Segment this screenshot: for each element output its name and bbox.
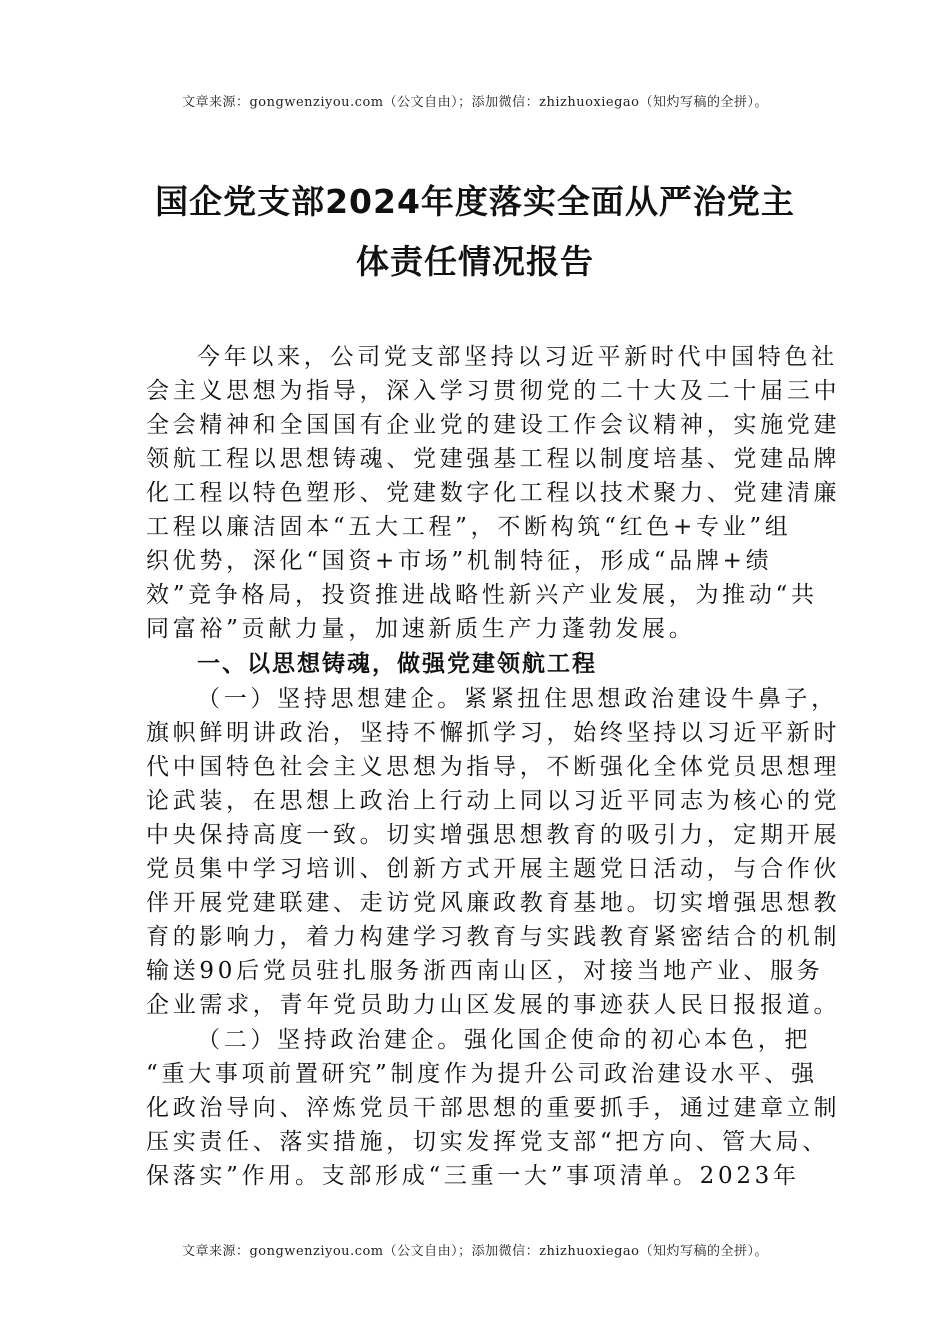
body-line: 育的影响力，着力构建学习教育与实践教育紧密结合的机制 xyxy=(146,924,841,950)
body-line: 化政治导向、淬炼党员干部思想的重要抓手，通过建章立制 xyxy=(146,1095,841,1121)
body-line: 工程以廉洁固本“五大工程”，不断构筑“红色+专业”组 xyxy=(146,514,792,540)
source-note-header: 文章来源：gongwenziyou.com（公文自由）；添加微信：zhizhuoxiegao（知灼写稿的全拼）。 xyxy=(181,95,769,110)
body-line: 压实责任、落实措施，切实发挥党支部“把方向、管大局、 xyxy=(146,1129,829,1155)
document-title-line-1: 国企党支部2024年度落实全面从严治党主 xyxy=(155,182,795,221)
body-line: 织优势，深化“国资+市场”机制特征，形成“品牌+绩 xyxy=(146,548,773,574)
body-line: “重大事项前置研究”制度作为提升公司政治建设水平、强 xyxy=(146,1061,818,1087)
subsection-1-line: （一）坚持思想建企。紧紧扭住思想政治建设牛鼻子， xyxy=(197,686,838,712)
body-line: 输送90后党员驻扎服务浙西南山区，对接当地产业、服务 xyxy=(146,958,824,984)
body-line: 保落实”作用。支部形成“三重一大”事项清单。2023年 xyxy=(146,1163,800,1189)
body-line: 同富裕”贡献力量，加速新质生产力蓬勃发展。 xyxy=(146,616,696,642)
body-line: 企业需求，青年党员助力山区发展的事迹获人民日报报道。 xyxy=(146,992,841,1018)
section-heading-1: 一、以思想铸魂，做强党建领航工程 xyxy=(197,651,597,677)
body-line: 会主义思想为指导，深入学习贯彻党的二十大及二十届三中 xyxy=(146,378,841,404)
document-title-line-2: 体责任情况报告 xyxy=(356,242,594,281)
body-line: 伴开展党建联建、走访党风廉政教育基地。切实增强思想教 xyxy=(146,890,841,916)
body-line: 论武装，在思想上政治上行动上同以习近平同志为核心的党 xyxy=(146,788,841,814)
body-line: 化工程以特色塑形、党建数字化工程以技术聚力、党建清廉 xyxy=(146,480,841,506)
body-line: 党员集中学习培训、创新方式开展主题党日活动，与合作伙 xyxy=(146,856,841,882)
source-note-footer: 文章来源：gongwenziyou.com（公文自由）；添加微信：zhizhuoxiegao（知灼写稿的全拼）。 xyxy=(181,1244,769,1259)
body-line: 领航工程以思想铸魂、党建强基工程以制度培基、党建品牌 xyxy=(146,446,841,472)
body-line: 全会精神和全国国有企业党的建设工作会议精神，实施党建 xyxy=(146,412,841,438)
body-line: 今年以来，公司党支部坚持以习近平新时代中国特色社 xyxy=(197,344,838,370)
subsection-2-line: （二）坚持政治建企。强化国企使命的初心本色，把 xyxy=(197,1027,812,1053)
body-line: 中央保持高度一致。切实增强思想教育的吸引力，定期开展 xyxy=(146,822,841,848)
body-line: 效”竞争格局，投资推进战略性新兴产业发展，为推动“共 xyxy=(146,582,818,608)
body-line: 代中国特色社会主义思想为指导，不断强化全体党员思想理 xyxy=(146,754,841,780)
body-line: 旗帜鲜明讲政治，坚持不懈抓学习，始终坚持以习近平新时 xyxy=(146,720,841,746)
